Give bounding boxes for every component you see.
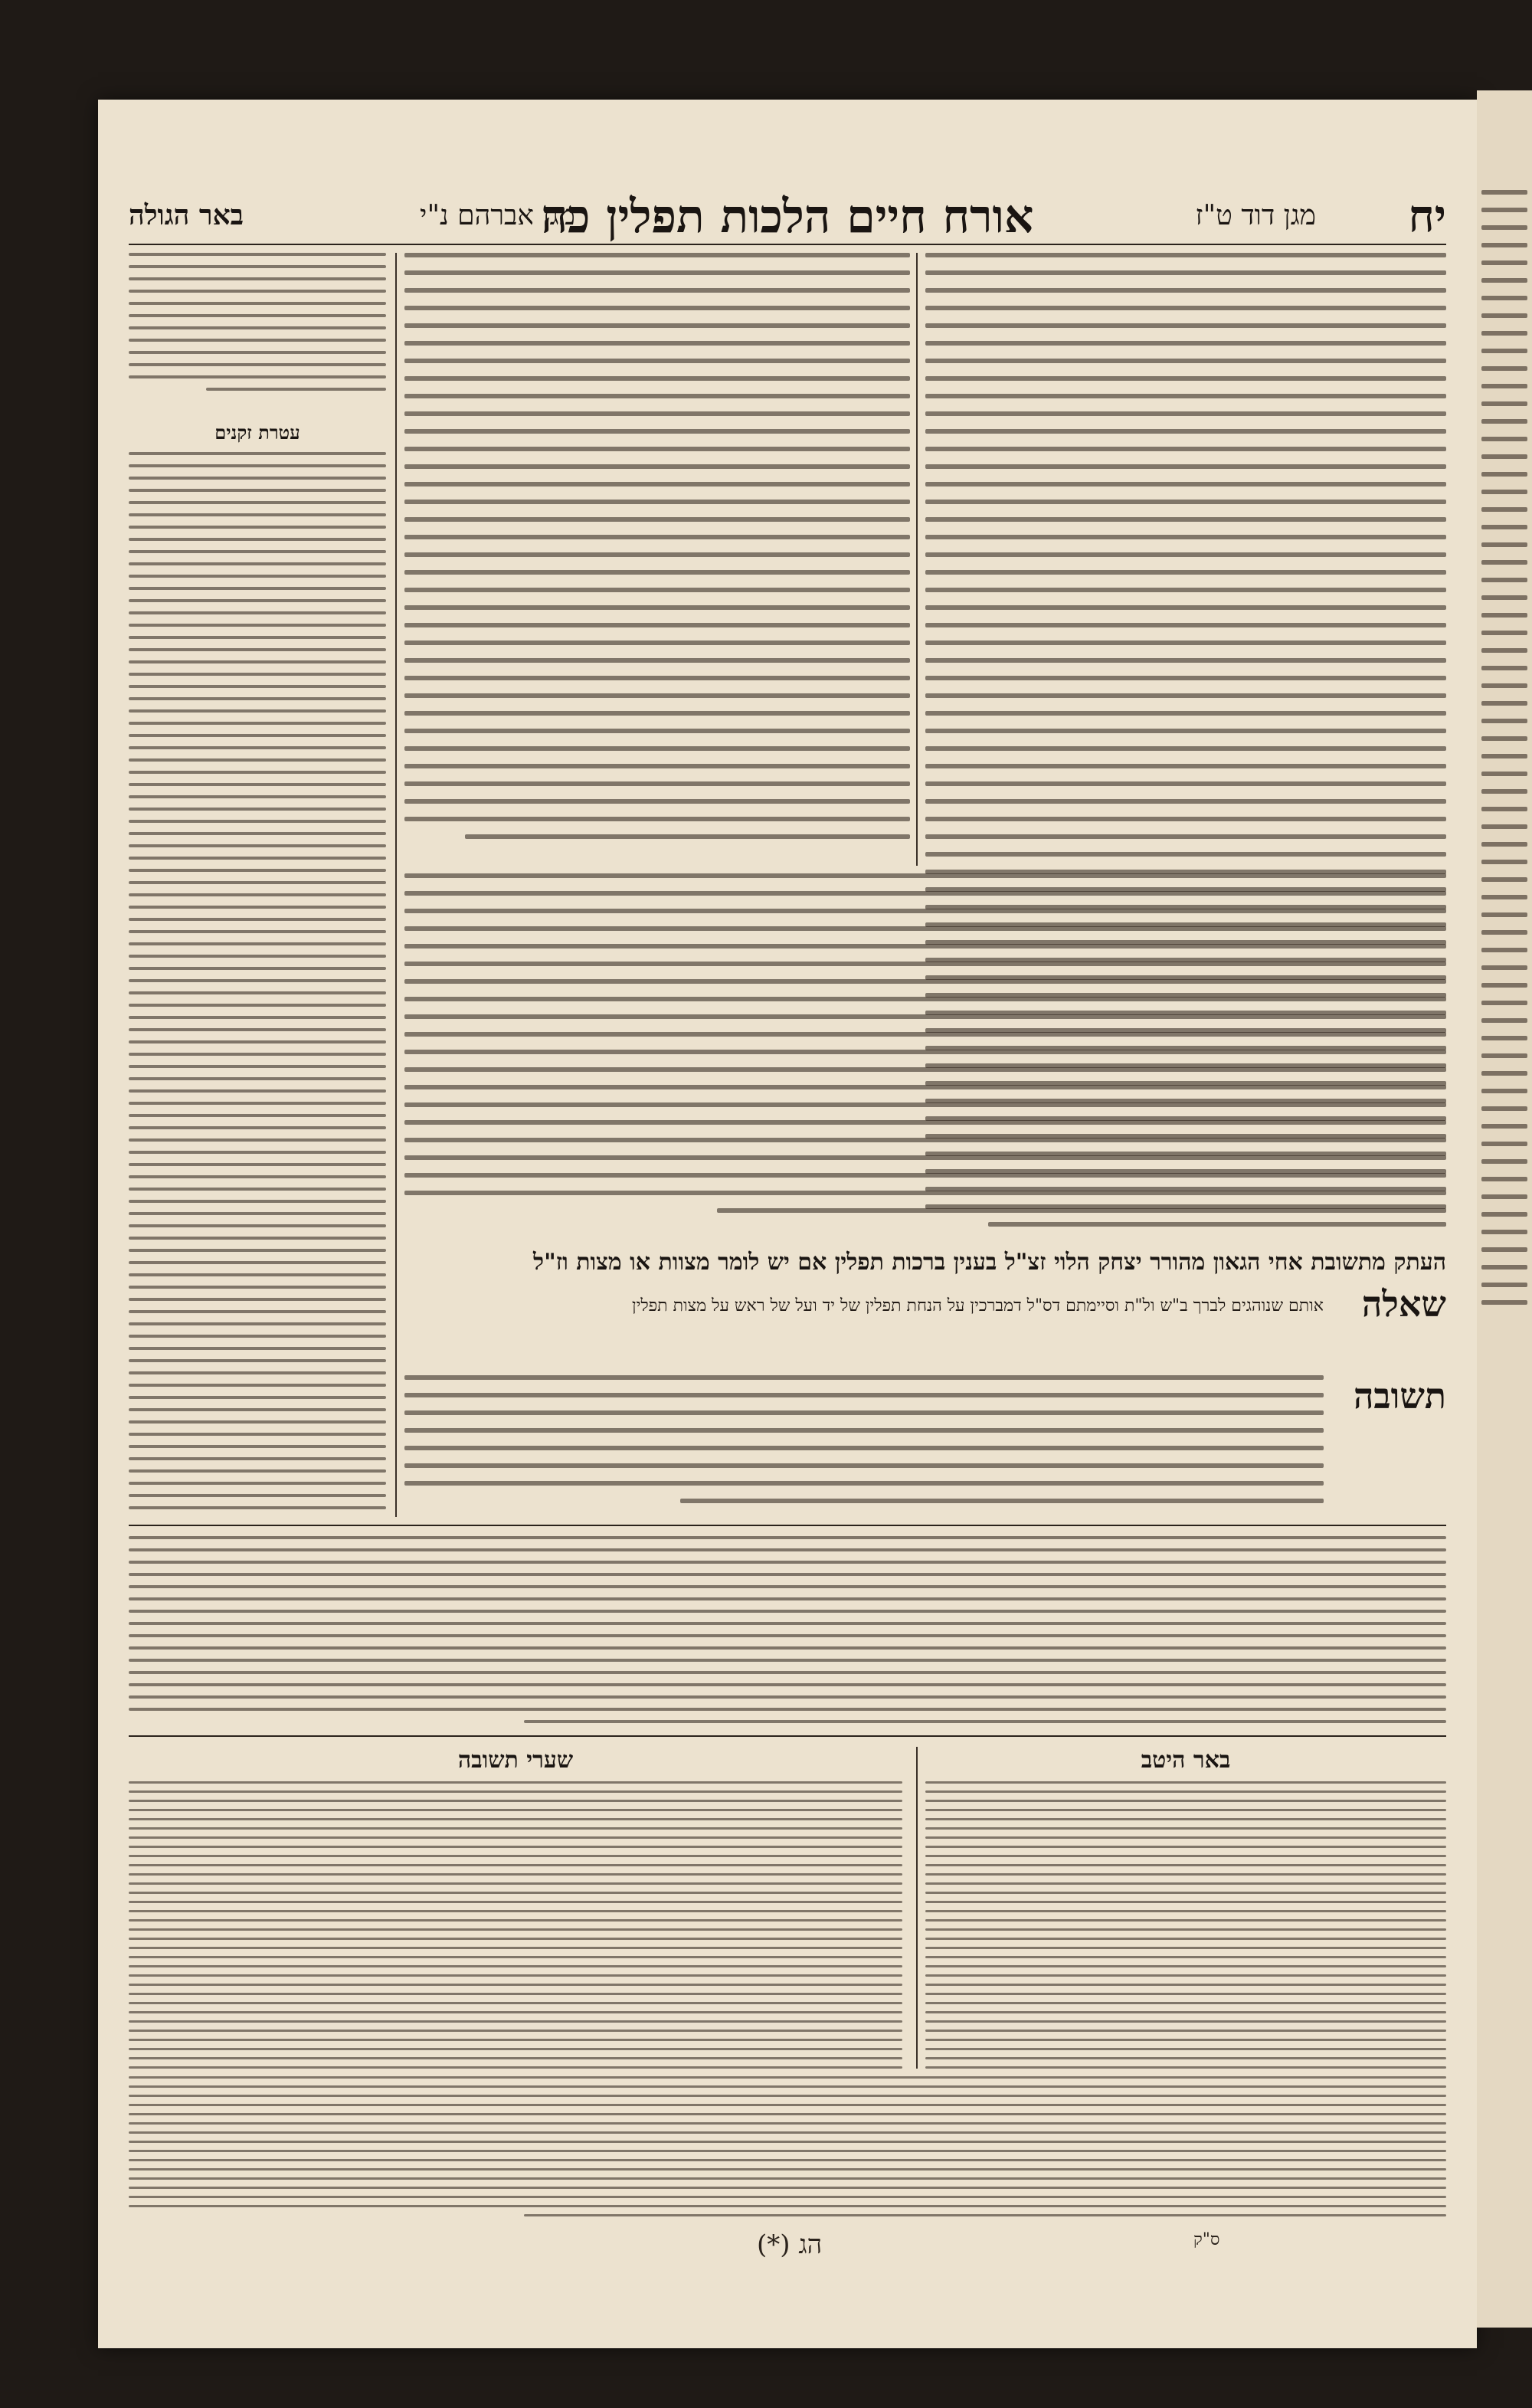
sha-arei-teshuvah-column — [129, 1747, 902, 2069]
sha-arei-teshuvah-lines — [129, 1781, 902, 2069]
book-page — [98, 100, 1477, 2348]
question-label: שאלה — [1361, 1283, 1446, 1325]
facing-page-edge — [1477, 90, 1532, 2328]
running-head-be-er-hagolah: באר הגולה — [129, 199, 244, 231]
page-header — [129, 190, 1446, 259]
bottom-footnote-lines — [129, 2076, 1446, 2216]
margin-divider — [395, 253, 397, 1517]
ateret-zekenim-lines — [129, 452, 386, 1517]
ateret-zekenim-label: עטרת זקנים — [214, 421, 300, 444]
answer-text — [404, 1375, 1324, 1521]
answer-label: תשובה — [1353, 1375, 1446, 1417]
wide-text-block — [404, 873, 1446, 1241]
be-er-heitev-column — [925, 1747, 1446, 2069]
folio-number: יח — [1408, 190, 1446, 242]
wide-text-lines — [404, 873, 1446, 1213]
answer-text-lines — [404, 1375, 1324, 1503]
bottom-footnote-block — [129, 2076, 1446, 2222]
running-head-left: מגן אברהם נ"י — [420, 200, 575, 231]
page-title: אורח חיים הלכות תפלין כה — [541, 190, 1034, 244]
main-text-column-center — [404, 253, 910, 866]
center-text-lines — [404, 253, 910, 839]
be-er-hagolah-lines — [129, 253, 386, 421]
page-signature-note: ס"ק — [1193, 2230, 1220, 2249]
small-print-lines — [129, 1536, 1446, 1723]
header-rule — [129, 244, 1446, 245]
mid-rule — [129, 1525, 1446, 1526]
be-er-heitev-lines — [925, 1781, 1446, 2069]
ruling-text: אותם שנוהגים לברך ב"ש ול"ת וסיימתם דס"ל דמברכין על הנחת תפלין של יד ועל של ראש על מצות תפלין — [631, 1296, 1324, 1315]
margin-column — [129, 253, 386, 1517]
small-print-block — [129, 1536, 1446, 1728]
page-signature-mark: (*) הג — [757, 2229, 823, 2260]
column-divider — [916, 253, 918, 866]
ruling-title: העתק מתשובת אחי הגאון מהורר יצחק הלוי זצ"ל בענין ברכות תפלין אם יש לומר מצוות או מצות וז"ל — [533, 1249, 1446, 1276]
facing-page-lines — [1481, 190, 1527, 1318]
be-er-heitev-label: באר היטב — [1141, 1747, 1231, 1774]
bottom-column-divider — [916, 1747, 918, 2069]
lower-rule — [129, 1735, 1446, 1737]
running-head-right: מגן דוד ט"ז — [1195, 200, 1316, 231]
sha-arei-teshuvah-label: שערי תשובה — [457, 1747, 574, 1774]
